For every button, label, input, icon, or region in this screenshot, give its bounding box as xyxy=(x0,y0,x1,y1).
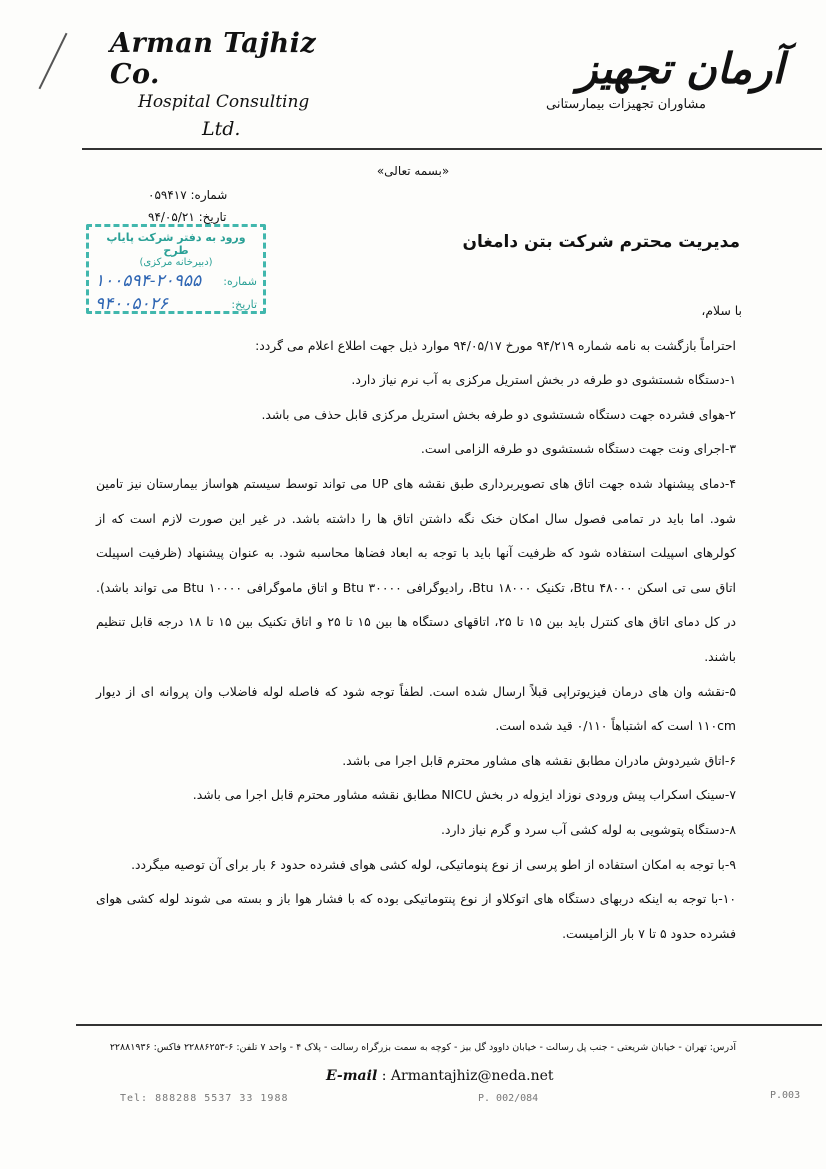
english-company-tagline: Hospital Consulting xyxy=(138,92,310,112)
stamp-date-value: ۹۴۰۰۵۰۲۶ xyxy=(95,294,169,314)
scan-mark xyxy=(39,33,68,90)
email-link[interactable]: Armantajhiz@neda.net xyxy=(390,1068,554,1084)
stamp-number-row xyxy=(95,271,257,291)
stamp-date-label: تاریخ: xyxy=(231,297,257,311)
basmala: «بسمه تعالی» xyxy=(376,164,450,178)
footer-divider xyxy=(76,1024,822,1026)
intro-paragraph: احتراماً بازگشت به نامه شماره ۹۴/۲۱۹ مورخ ۹۴/۰۵/۱۷ موارد ذیل جهت اطلاع اعلام می گردد: xyxy=(255,337,736,353)
item-1: ۱-دستگاه شستشوی دو طرفه در بخش استریل مرکزی به آب نرم نیاز دارد. xyxy=(351,372,736,388)
item-4: ۴-دمای پیشنهاد شده جهت اتاق های تصویربرداری طبق نقشه های UP می تواند توسط سیستم هواساز بیمارستان نیز تامین شود. اما باید در تمامی فصول سال امکان خنک نگه داشتن اتاق ها را داشته باشد. در غیر این صورت لازم است که از کولرهای اسپیلت استفاده شود که ظرفیت آنها باید با توجه به ابعاد فضاها محاسبه شود. به عنوان پیشنهاد (ظرفیت اسپیلت اتاق سی تی اسکن ۴۸۰۰۰ Btu، تکنیک ۱۸۰۰۰ Btu، رادیوگرافی ۳۰۰۰۰ Btu و اتاق ماموگرافی ۱۰۰۰۰ Btu می تواند باشد). در کل دمای اتاق های کنترل باید بین ۱۵ تا ۲۵، اتاقهای دستگاه ها بین ۱۵ تا ۲۵ و اتاق تکنیک بین ۱۵ تا ۱۸ درجه قابل تنظیم باشند. xyxy=(96,475,736,664)
item-2: ۲-هوای فشرده جهت دستگاه شستشوی دو طرفه بخش استریل مرکزی قابل حذف می باشد. xyxy=(261,406,736,422)
item-10: ۱۰-با توجه به اینکه دربهای دستگاه های اتوکلاو از نوع پنتوماتیکی بوده که با فشار هوا باز و بسته می شوند لوله کشی هوای فشرده حدود ۵ تا ۷ بار الزامیست. xyxy=(96,891,736,941)
stamp-number-value: ۱۰۰۵۹۴-۲۰۹۵۵ xyxy=(95,271,202,291)
item-7: ۷-سینک اسکراب پیش ورودی نوزاد ایزوله در بخش NICU مطابق نقشه مشاور محترم قابل اجرا می باشد. xyxy=(192,787,736,803)
persian-company-subtitle: مشاوران تجهیزات بیمارستانی xyxy=(546,97,706,112)
english-company-suffix: Ltd. xyxy=(202,118,241,140)
email-label: E-mail xyxy=(326,1068,378,1084)
item-5: ۵-نقشه وان های درمان فیزیوتراپی قبلاً ارسال شده است. لطفاً توجه شود که فاصله لوله فاضلاب وان پروانه ای از دیوار ۱۱۰cm است که اشتباهاً ۰/۱۱۰ قید شده است. xyxy=(96,683,736,734)
fax-header-middle: P. 002/084 xyxy=(478,1093,539,1104)
addressee: مدیریت محترم شرکت بتن دامغان xyxy=(462,232,740,252)
email-separator: : xyxy=(381,1068,387,1084)
stamp-number-label: شماره: xyxy=(223,274,257,288)
stamp-subtitle: (دبیرخانه مرکزی) xyxy=(139,257,213,268)
english-company-name: Arman Tajhiz Co. xyxy=(110,28,317,90)
letter-body xyxy=(96,294,742,951)
fax-header-right: P.003 xyxy=(770,1090,801,1101)
letter-date: تاریخ: ۹۴/۰۵/۲۱ xyxy=(148,210,227,224)
salutation: با سلام، xyxy=(701,303,742,318)
item-3: ۳-اجرای ونت جهت دستگاه شستشوی دو طرفه الزامی است. xyxy=(420,441,736,457)
item-8: ۸-دستگاه پتوشویی به لوله کشی آب سرد و گرم نیاز دارد. xyxy=(441,821,736,837)
letter-number: شماره: ۰۵۹۴۱۷ xyxy=(148,188,228,202)
item-9: ۹-با توجه به امکان استفاده از اطو پرسی از نوع پنوماتیکی، لوله کشی هوای فشرده حدود ۶ بار برای آن توصیه میگردد. xyxy=(131,856,736,872)
header-divider xyxy=(82,148,822,150)
item-6: ۶-اتاق شیردوش مادران مطابق نقشه های مشاور محترم قابل اجرا می باشد. xyxy=(342,752,736,768)
persian-letterhead xyxy=(546,44,784,112)
stamp-title: ورود به دفتر شرکت پایاپ طرح xyxy=(106,231,246,257)
footer-address: آدرس: تهران - خیابان شریعتی - جنب پل رسالت - خیابان داوود گل بیز - کوچه به سمت بزرگراه رسالت - پلاک ۴ - واحد ۷ تلفن: ۶-۲۲۸۸۶۲۵۳ فاکس: ۲۲۸۸۱۹۳۶ xyxy=(109,1042,736,1053)
english-letterhead xyxy=(110,28,350,140)
fax-header-left: Tel: 888288 5537 33 1988 xyxy=(120,1093,289,1104)
footer-email xyxy=(326,1068,554,1084)
letter-meta xyxy=(148,184,227,228)
persian-company-name: آرمان تجهیز xyxy=(577,44,784,93)
